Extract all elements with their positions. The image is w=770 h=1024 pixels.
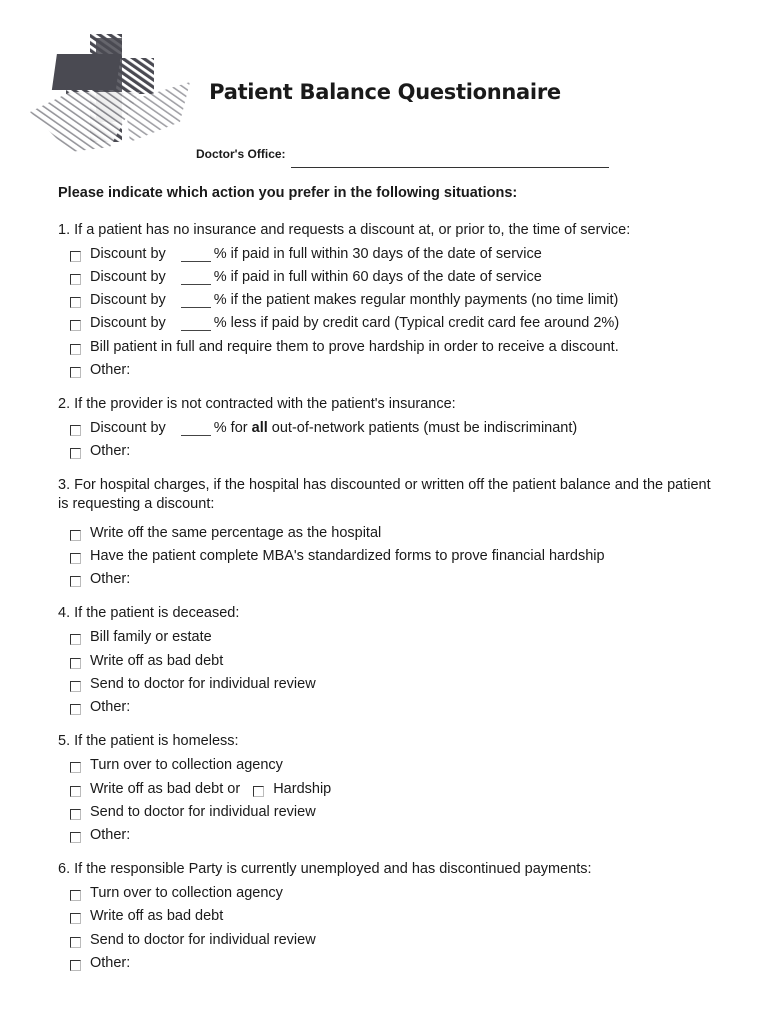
hardship-checkbox[interactable] <box>253 786 264 797</box>
option-label: Bill patient in full and require them to prove hardship in order to receive a discount. <box>90 339 619 355</box>
option-suffix: % if the patient makes regular monthly payments (no time limit) <box>213 292 619 308</box>
percent-field[interactable] <box>181 293 211 308</box>
option-label: Discount by <box>90 269 166 285</box>
option-label: Other: <box>90 827 131 843</box>
q1-option-other <box>70 360 130 380</box>
q1-option-4 <box>70 313 619 333</box>
checkbox[interactable] <box>70 809 81 820</box>
instructions-heading: Please indicate which action you prefer in the following situations: <box>58 185 518 201</box>
option-label: Other: <box>90 699 131 715</box>
option-label: Have the patient complete MBA's standardized forms to prove financial hardship <box>90 548 605 564</box>
option-label: Discount by <box>90 420 166 436</box>
q4-option-1 <box>70 627 212 647</box>
checkbox[interactable] <box>70 937 81 948</box>
option-label: Write off the same percentage as the hospital <box>90 525 382 541</box>
q4-option-2 <box>70 651 223 671</box>
checkbox[interactable] <box>70 832 81 843</box>
doctors-office-label: Doctor's Office: <box>196 147 286 161</box>
checkbox[interactable] <box>70 576 81 587</box>
checkbox[interactable] <box>70 681 81 692</box>
question-3: 3. For hospital charges, if the hospital has discounted or written off the patient balance and the patient is requesting a discount: <box>58 477 711 512</box>
q1-option-2 <box>70 267 542 287</box>
checkbox[interactable] <box>70 344 81 355</box>
checkbox[interactable] <box>70 913 81 924</box>
option-label: Turn over to collection agency <box>90 757 283 773</box>
cross-logo-icon <box>30 32 190 182</box>
option-label: Bill family or estate <box>90 629 212 645</box>
q1-option-1 <box>70 244 542 264</box>
checkbox[interactable] <box>70 367 81 378</box>
q2-option-other <box>70 441 130 461</box>
checkbox[interactable] <box>70 553 81 564</box>
checkbox[interactable] <box>70 297 81 308</box>
q5-option-2 <box>70 779 331 799</box>
checkbox[interactable] <box>70 762 81 773</box>
q2-option-1 <box>70 418 577 438</box>
question-4: 4. If the patient is deceased: <box>58 605 240 621</box>
checkbox[interactable] <box>70 658 81 669</box>
q6-option-3 <box>70 930 316 950</box>
checkbox[interactable] <box>70 425 81 436</box>
percent-field[interactable] <box>181 316 211 331</box>
question-2: 2. If the provider is not contracted with the patient's insurance: <box>58 396 456 412</box>
checkbox[interactable] <box>70 251 81 262</box>
q3-option-other <box>70 569 130 589</box>
hardship-label: Hardship <box>273 781 332 797</box>
question-1: 1. If a patient has no insurance and requests a discount at, or prior to, the time of service: <box>58 222 631 238</box>
option-label: Discount by <box>90 315 166 331</box>
checkbox[interactable] <box>70 704 81 715</box>
option-label: Other: <box>90 362 131 378</box>
q4-option-3 <box>70 674 316 694</box>
option-label: Other: <box>90 443 131 459</box>
option-label: Other: <box>90 955 131 971</box>
checkbox[interactable] <box>70 448 81 459</box>
page-title: Patient Balance Questionnaire <box>209 80 561 104</box>
checkbox[interactable] <box>70 274 81 285</box>
percent-field[interactable] <box>181 270 211 285</box>
question-5: 5. If the patient is homeless: <box>58 733 239 749</box>
option-label: Send to doctor for individual review <box>90 932 316 948</box>
percent-field[interactable] <box>181 421 211 436</box>
q6-option-1 <box>70 883 283 903</box>
option-label: Send to doctor for individual review <box>90 804 316 820</box>
checkbox[interactable] <box>70 890 81 901</box>
option-suffix: % for all out-of-network patients (must be indiscriminant) <box>213 420 578 436</box>
q5-option-3 <box>70 802 316 822</box>
option-label: Discount by <box>90 246 166 262</box>
option-label: Write off as bad debt or <box>90 781 241 797</box>
q1-option-3 <box>70 290 618 310</box>
checkbox[interactable] <box>70 320 81 331</box>
percent-field[interactable] <box>181 247 211 262</box>
option-label: Turn over to collection agency <box>90 885 283 901</box>
doctors-office-field[interactable] <box>291 167 609 168</box>
q3-option-1 <box>70 523 381 543</box>
option-label: Write off as bad debt <box>90 653 224 669</box>
checkbox[interactable] <box>70 634 81 645</box>
q6-option-other <box>70 953 130 973</box>
q4-option-other <box>70 697 130 717</box>
question-6: 6. If the responsible Party is currently unemployed and has discontinued payments: <box>58 861 592 877</box>
option-suffix: % if paid in full within 30 days of the date of service <box>213 246 542 262</box>
checkbox[interactable] <box>70 786 81 797</box>
option-label: Other: <box>90 571 131 587</box>
q5-option-other <box>70 825 130 845</box>
option-suffix: % if paid in full within 60 days of the date of service <box>213 269 542 285</box>
q6-option-2 <box>70 906 223 926</box>
checkbox[interactable] <box>70 530 81 541</box>
q5-option-1 <box>70 755 283 775</box>
q1-option-5 <box>70 337 619 357</box>
checkbox[interactable] <box>70 960 81 971</box>
option-label: Discount by <box>90 292 166 308</box>
option-label: Send to doctor for individual review <box>90 676 316 692</box>
q3-option-2 <box>70 546 605 566</box>
option-label: Write off as bad debt <box>90 908 224 924</box>
option-suffix: % less if paid by credit card (Typical credit card fee around 2%) <box>213 315 620 331</box>
